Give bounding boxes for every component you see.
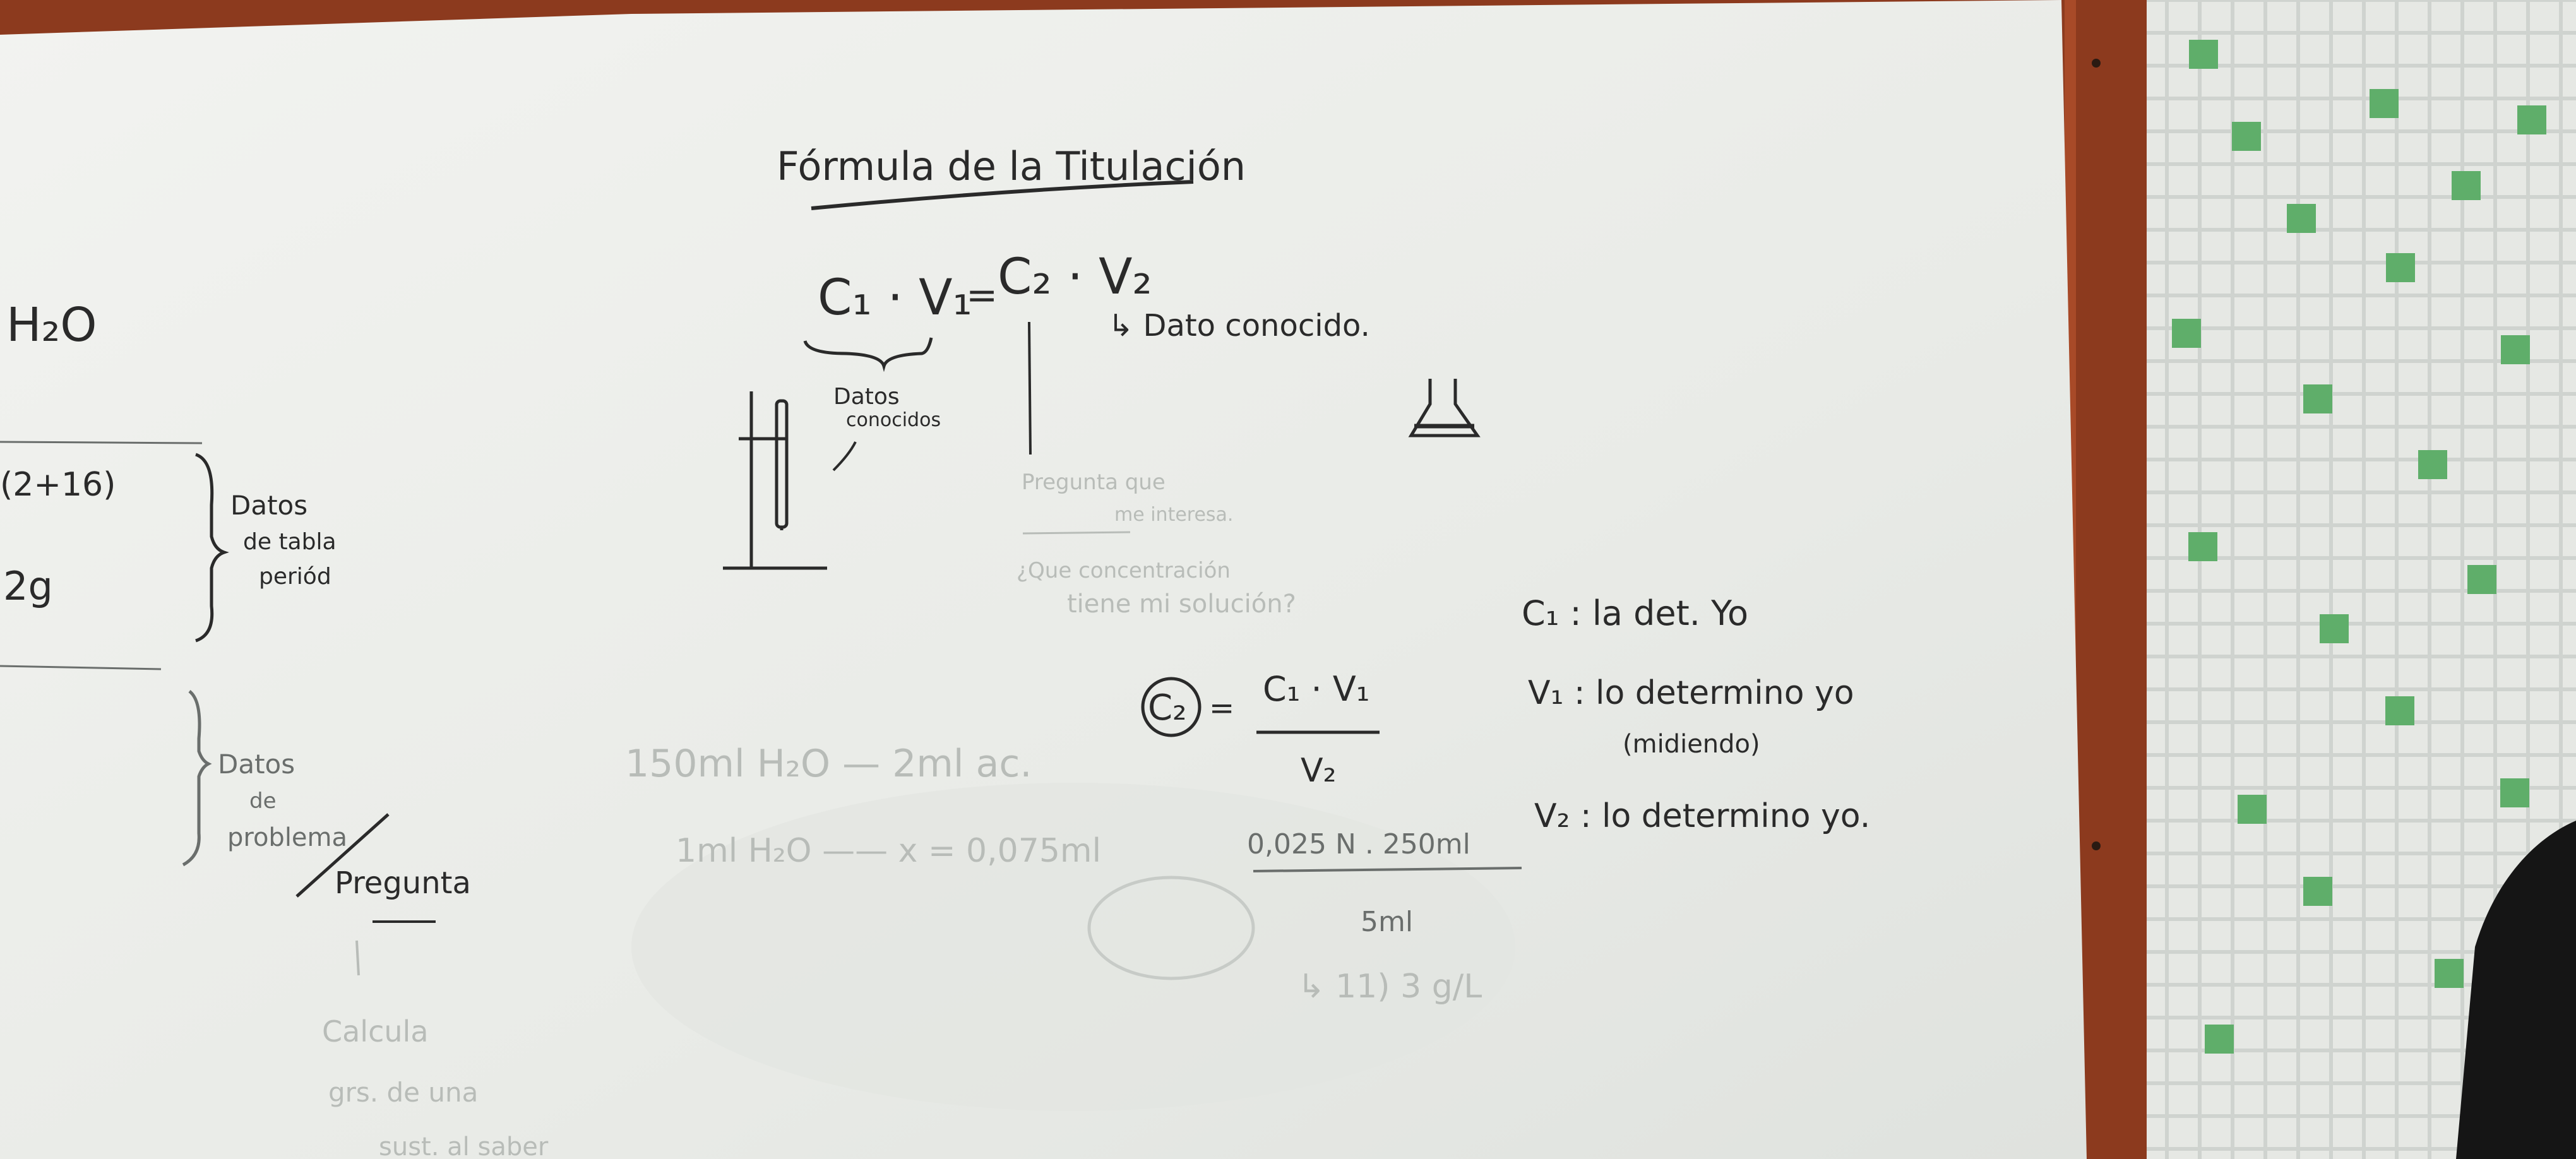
question-underline bbox=[1023, 532, 1130, 533]
solve-numerator: C₁ · V₁ bbox=[1263, 669, 1370, 709]
note-v1: V₁ : lo determino yo bbox=[1528, 674, 1854, 712]
brace1-line1: Datos bbox=[230, 490, 308, 521]
known-data-label-1: Datos bbox=[833, 384, 900, 410]
proportion-line-1: 150ml H₂O — 2ml ac. bbox=[625, 742, 1032, 786]
brace2-line1: Datos bbox=[218, 749, 295, 780]
concentration-question-2: tiene mi solución? bbox=[1067, 590, 1296, 619]
question-label-1: Pregunta que bbox=[1022, 470, 1166, 495]
substitution-result: ↳ 11) 3 g/L bbox=[1297, 968, 1482, 1006]
mass-unit: 2g bbox=[3, 563, 53, 609]
question-word: Pregunta bbox=[335, 865, 471, 901]
mass-expression: (2+16) bbox=[0, 466, 116, 504]
solve-equals: = bbox=[1209, 691, 1235, 726]
water-formula: H₂O bbox=[6, 298, 97, 352]
concentration-question-1: ¿Que concentración bbox=[1017, 558, 1231, 583]
left-line-1 bbox=[0, 442, 202, 443]
formula-right: C₂ · V₂ bbox=[998, 249, 1152, 306]
formula-equals: = bbox=[966, 273, 998, 318]
frame-screw bbox=[2092, 59, 2101, 68]
title: Fórmula de la Titulación bbox=[777, 143, 1246, 189]
calc-line1: Calcula bbox=[322, 1014, 429, 1049]
brace2-line2: de bbox=[249, 788, 277, 814]
brace1-line2: de tabla bbox=[243, 529, 337, 555]
brace2-line3: problema bbox=[227, 823, 348, 852]
known-data-arrow: ↳ Dato conocido. bbox=[1108, 308, 1370, 343]
substitution-denominator: 5ml bbox=[1361, 906, 1414, 938]
question-label-2: me interesa. bbox=[1114, 504, 1234, 526]
brace1-line3: periód bbox=[259, 564, 331, 590]
question-arrow bbox=[1029, 322, 1030, 455]
note-v2: V₂ : lo determino yo. bbox=[1534, 797, 1871, 835]
substitution-numerator: 0,025 N . 250ml bbox=[1247, 828, 1470, 860]
solve-lhs: C₂ bbox=[1148, 687, 1187, 728]
note-v1-sub: (midiendo) bbox=[1623, 730, 1760, 759]
note-c1: C₁ : la det. Yo bbox=[1522, 593, 1748, 633]
proportion-line-2: 1ml H₂O —— x = 0,075ml bbox=[676, 832, 1102, 870]
calc-line2: grs. de una bbox=[328, 1077, 479, 1108]
solve-denominator: V₂ bbox=[1301, 752, 1337, 790]
calc-line3: sust. al saber bbox=[379, 1132, 549, 1159]
formula-left: C₁ · V₁ bbox=[818, 270, 972, 326]
frame-screw bbox=[2092, 841, 2101, 850]
known-data-label-2: conocidos bbox=[846, 409, 941, 431]
